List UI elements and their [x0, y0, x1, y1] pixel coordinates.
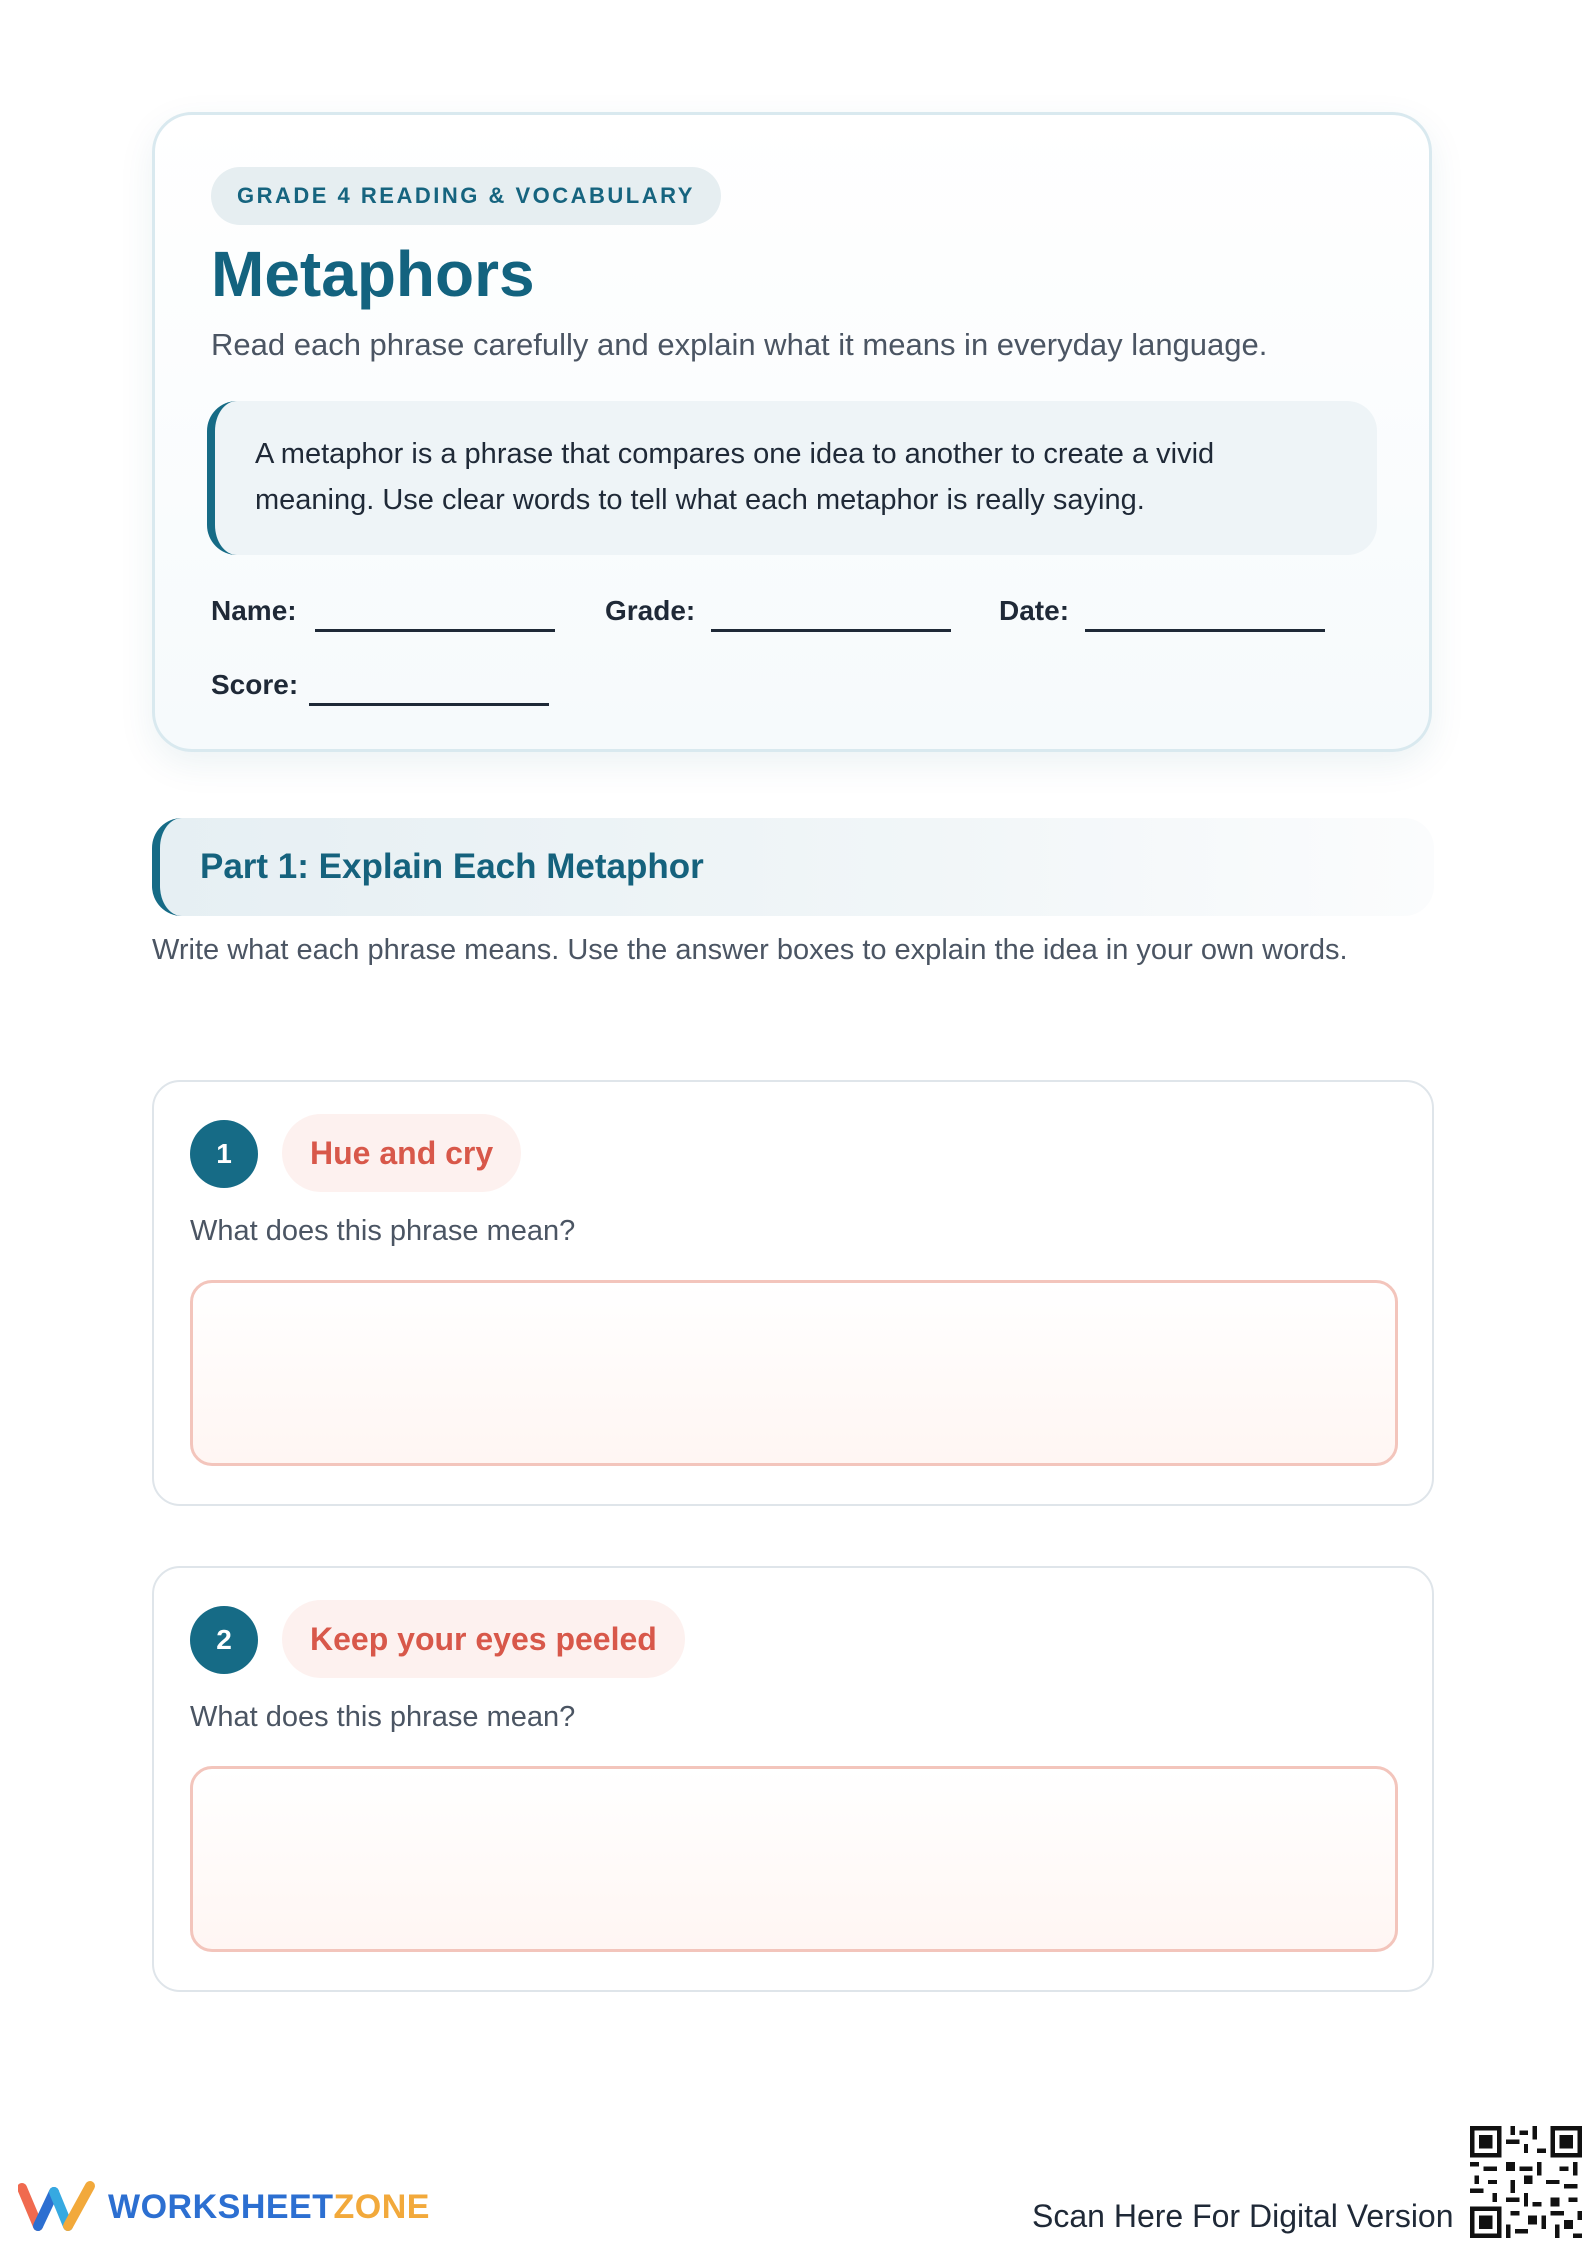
answer-box[interactable] [190, 1766, 1398, 1952]
question-number-badge: 2 [190, 1606, 258, 1674]
brand-name-part2: ZONE [333, 2188, 430, 2226]
brand-name [108, 2187, 430, 2227]
question-number-badge: 1 [190, 1120, 258, 1188]
date-label: Date: [999, 595, 1070, 626]
section-instructions: Write what each phrase means. Use the answer boxes to explain the idea in your own words. [152, 934, 1348, 966]
grade-label: Grade: [605, 595, 696, 626]
score-field-line[interactable] [309, 703, 549, 706]
name-field-line[interactable] [315, 629, 555, 632]
answer-box[interactable] [190, 1280, 1398, 1466]
score-label: Score: [211, 669, 299, 700]
question-phrase: Hue and cry [282, 1114, 521, 1192]
question-card-2 [152, 1566, 1434, 1992]
question-prompt: What does this phrase mean? [190, 1701, 576, 1733]
date-field-line[interactable] [1085, 629, 1325, 632]
question-card-1 [152, 1080, 1434, 1506]
grade-tag: GRADE 4 READING & VOCABULARY [211, 167, 721, 225]
page-title: Metaphors [211, 238, 535, 310]
header-card [152, 112, 1432, 752]
worksheetzone-logo-icon [18, 2178, 98, 2236]
section-title: Part 1: Explain Each Metaphor [200, 847, 704, 886]
scan-caption: Scan Here For Digital Version [1032, 2198, 1454, 2234]
metaphor-definition-box: A metaphor is a phrase that compares one idea to another to create a vivid meaning. Use clear words to tell what each metaphor is really saying. [207, 401, 1377, 555]
page-subtitle: Read each phrase carefully and explain what it means in everyday language. [211, 327, 1268, 362]
question-phrase: Keep your eyes peeled [282, 1600, 685, 1678]
grade-field-line[interactable] [711, 629, 951, 632]
name-label: Name: [211, 595, 297, 626]
brand-name-part1: WORKSHEET [108, 2188, 334, 2226]
section-banner [152, 818, 1434, 916]
qr-code-icon[interactable] [1470, 2126, 1582, 2238]
question-prompt: What does this phrase mean? [190, 1215, 576, 1247]
